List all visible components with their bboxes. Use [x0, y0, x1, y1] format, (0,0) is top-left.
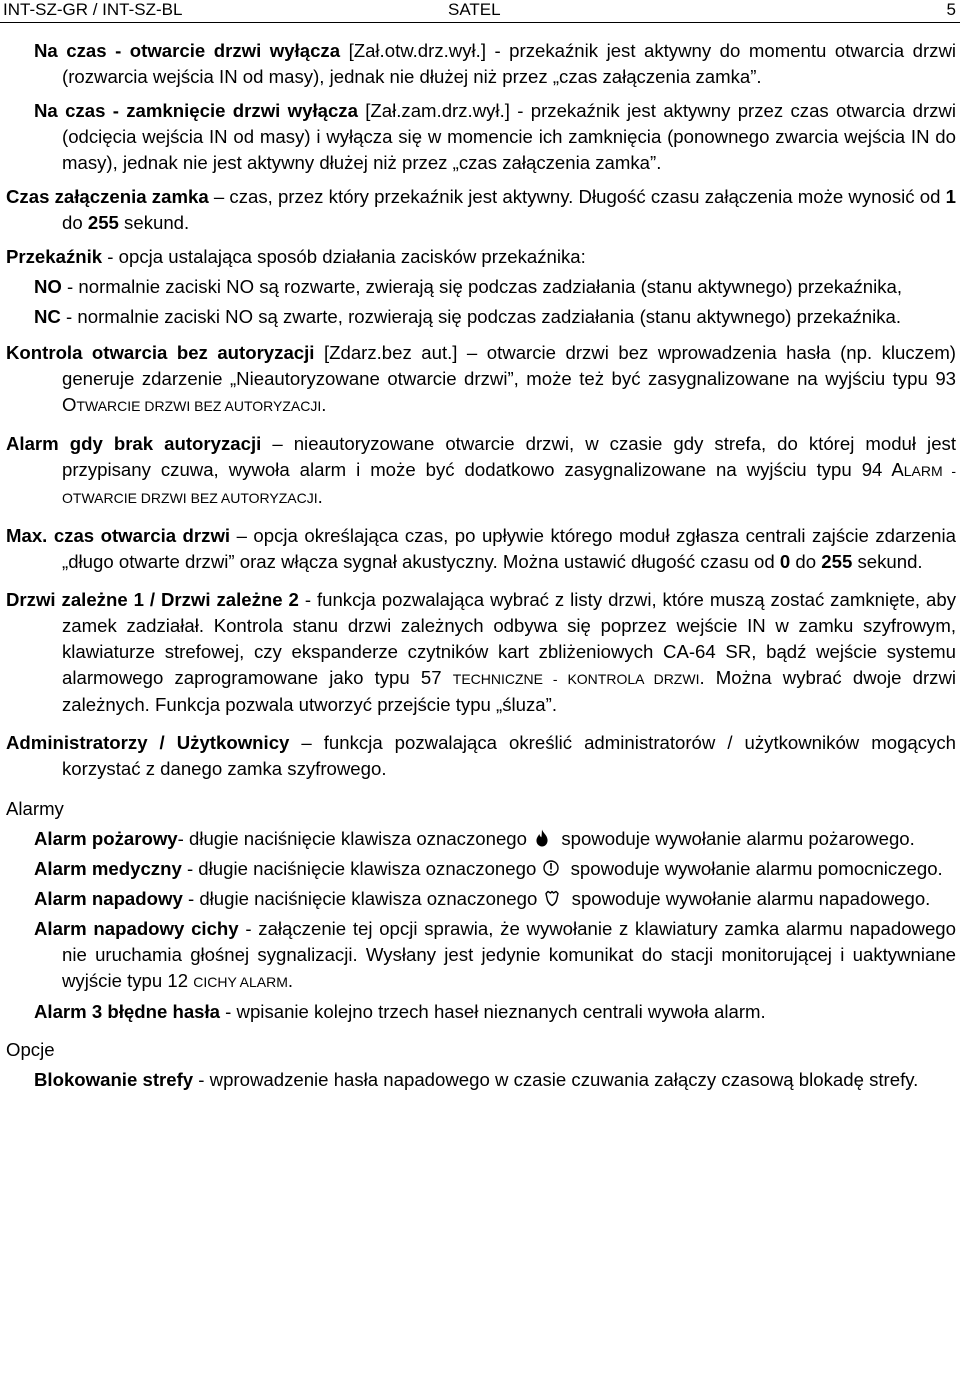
- term: Administratorzy / Użytkownicy: [6, 732, 290, 753]
- paragraph-partition-block: Blokowanie strefy - wprowadzenie hasła napadowego w czasie czuwania załączy czasową blokadę strefy.: [34, 1069, 919, 1090]
- paragraph-three-wrong-codes: Alarm 3 błędne hasła - wpisanie kolejno trzech haseł nieznanych centrali wywoła alarm.: [34, 1001, 766, 1022]
- paragraph-panic-alarm: Alarm napadowy - długie naciśnięcie klawisza oznaczonego spowoduje wywołanie alarmu napadowego.: [34, 888, 931, 909]
- paragraph-max-open-time: Max. czas otwarcia drzwi – opcja określająca czas, po upływie którego moduł zgłasza centrali zajście zdarzenia „długo otwarte drzwi” oraz włącza sygnał akustyczny. Można ustawić długość czasu od 0 do 255 sekund.: [6, 525, 956, 572]
- paragraph-unauthorized-control: Kontrola otwarcia bez autoryzacji [Zdarz.bez aut.] – otwarcie drzwi bez wprowadzenia hasła (np. kluczem) generuje zdarzenie „Nieautoryzowane otwarcie drzwi”, może też być zasygnalizowane na wyjściu typu 93 OTWARCIE DRZWI BEZ AUTORYZACJI.: [6, 342, 957, 415]
- term: NO: [34, 276, 62, 297]
- header-model: INT-SZ-GR / INT-SZ-BL: [3, 0, 183, 19]
- paragraph-alarm-unauthorized: Alarm gdy brak autoryzacji – nieautoryzowane otwarcie drzwi, w czasie gdy strefa, do której moduł jest przypisany czuwa, wywoła alarm i może być dodatkowo zasygnalizowane na wyjściu typu 94 ALARM - OTWARCIE DRZWI BEZ AUTORYZACJI.: [6, 433, 956, 507]
- term: Alarm 3 błędne hasła: [34, 1001, 221, 1022]
- paragraph-fire-alarm: Alarm pożarowy- długie naciśnięcie klawisza oznaczonego spowoduje wywołanie alarmu pożarowego.: [34, 828, 915, 849]
- section-heading-options: Opcje: [6, 1039, 55, 1060]
- page-header: [0, 0, 960, 23]
- term: Czas załączenia zamka: [6, 186, 209, 207]
- term: Alarm gdy brak autoryzacji: [6, 433, 262, 454]
- flame-icon: [534, 829, 550, 847]
- section-heading-alarms: Alarmy: [6, 798, 64, 819]
- term: Przekaźnik: [6, 246, 103, 267]
- term: Blokowanie strefy: [34, 1069, 194, 1090]
- paragraph-relay: Przekaźnik - opcja ustalająca sposób działania zacisków przekaźnika:: [6, 246, 586, 267]
- term: Drzwi zależne 1 / Drzwi zależne 2: [6, 589, 299, 610]
- shield-icon: [544, 889, 560, 907]
- paragraph-relay-close: Na czas - zamknięcie drzwi wyłącza [Zał.zam.drz.wył.] - przekaźnik jest aktywny przez czas otwarcia drzwi (odcięcia wejścia IN od masy) i wyłącza się w momencie ich zamknięcia (ponownego zwarcia wejścia IN do masy), jednak nie jest aktywny dłużej niż przez „czas załączenia zamka”.: [34, 100, 956, 173]
- paragraph-relay-open: Na czas - otwarcie drzwi wyłącza [Zał.otw.drz.wył.] - przekaźnik jest aktywny do momentu otwarcia drzwi (rozwarcia wejścia IN od masy), jednak nie dłużej niż przez „czas załączenia zamka”.: [34, 40, 956, 87]
- term: Na czas - zamknięcie drzwi wyłącza: [34, 100, 358, 121]
- page-number: 5: [946, 0, 956, 19]
- paragraph-lock-time: Czas załączenia zamka – czas, przez który przekaźnik jest aktywny. Długość czasu załączenia może wynosić od 1 do 255 sekund.: [6, 186, 956, 233]
- term: Na czas - otwarcie drzwi wyłącza: [34, 40, 341, 61]
- header-brand: SATEL: [448, 0, 501, 19]
- term: Alarm napadowy: [34, 888, 183, 909]
- term: Max. czas otwarcia drzwi: [6, 525, 231, 546]
- exclamation-circle-icon: [543, 859, 559, 877]
- term: Alarm pożarowy: [34, 828, 178, 849]
- paragraph-no: NO - normalnie zaciski NO są rozwarte, zwierają się podczas zadziałania (stanu aktywnego) przekaźnika,: [34, 276, 903, 297]
- term: Alarm medyczny: [34, 858, 182, 879]
- paragraph-administrators: Administratorzy / Użytkownicy – funkcja pozwalająca określić administratorów / użytkowników mogących korzystać z danego zamka szyfrowego.: [6, 732, 956, 779]
- term: NC: [34, 306, 61, 327]
- paragraph-nc: NC - normalnie zaciski NO są zwarte, rozwierają się podczas zadziałania (stanu aktywnego) przekaźnika.: [34, 306, 902, 327]
- term: Alarm napadowy cichy: [34, 918, 239, 939]
- paragraph-medical-alarm: Alarm medyczny - długie naciśnięcie klawisza oznaczonego spowoduje wywołanie alarmu pomocniczego.: [34, 858, 943, 879]
- term: Kontrola otwarcia bez autoryzacji: [6, 342, 315, 363]
- document-body: [0, 38, 960, 1093]
- paragraph-silent-panic: Alarm napadowy cichy - załączenie tej opcji sprawia, że wywołanie z klawiatury zamka alarmu napadowego nie uruchamia głośnej sygnalizacji. Wysłany jest jedynie komunikat do stacji monitorującej i uaktywniane wyjście typu 12 CICHY ALARM.: [34, 918, 956, 991]
- paragraph-dependent-doors: Drzwi zależne 1 / Drzwi zależne 2 - funkcja pozwalająca wybrać z listy drzwi, które muszą zostać zamknięte, aby zamek zadziałał. Kontrola stanu drzwi zależnych odbywa się poprzez wejście IN w zamku szyfrowym, klawiaturze strefowej, czy ekspanderze czytników kart zbliżeniowych CA-64 SR, bądź wejście systemu alarmowego zaprogramowane jako typu 57 TECHNICZNE - KONTROLA DRZWI. Można wybrać dwoje drzwi zależnych. Funkcja pozwala utworzyć przejście typu „śluza”.: [6, 589, 957, 715]
